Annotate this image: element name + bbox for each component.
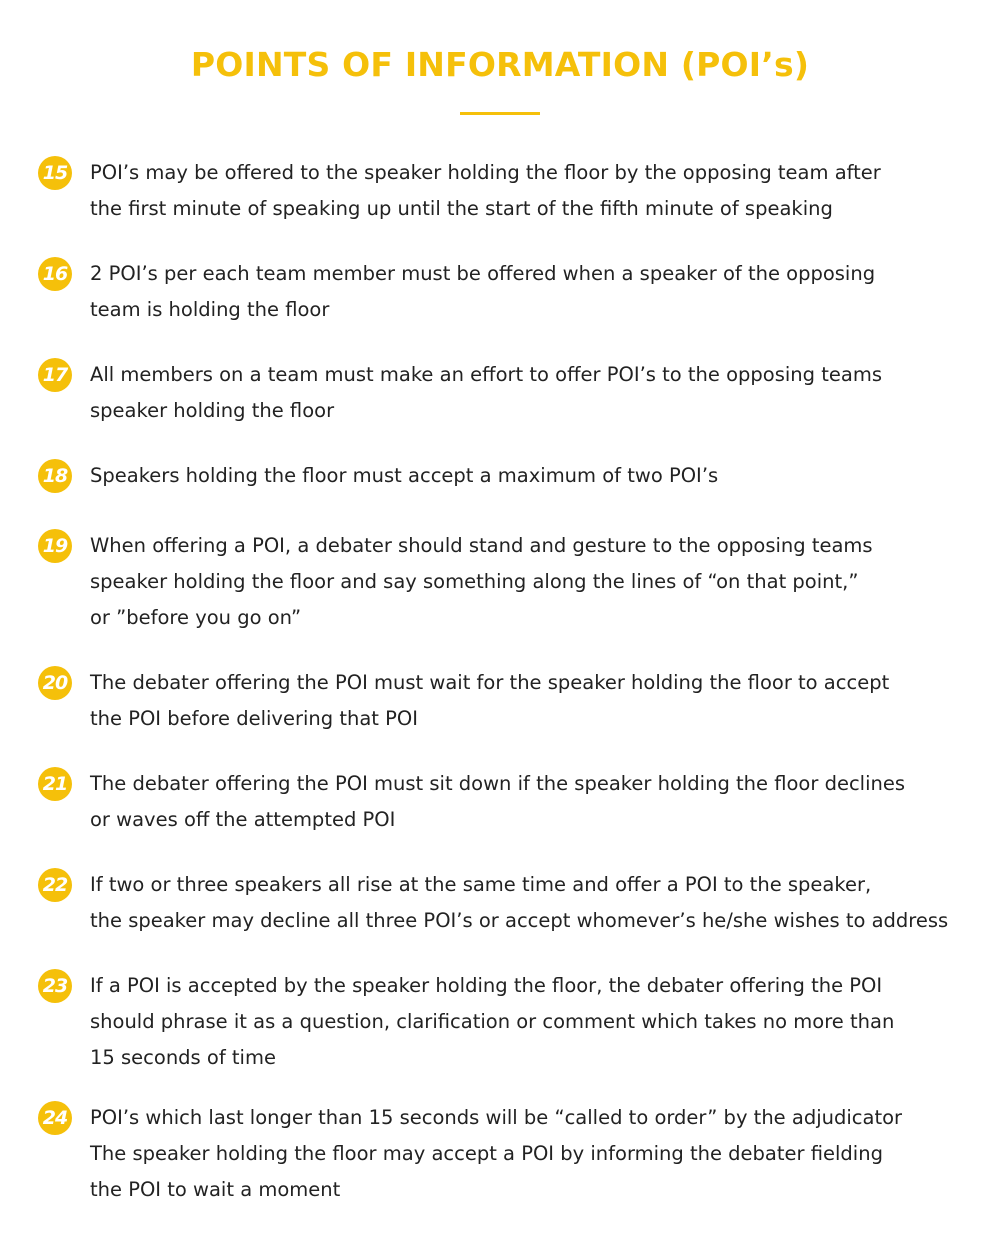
- rule-number-badge: 21: [38, 767, 72, 801]
- rule-number-badge: 19: [38, 529, 72, 563]
- rule-number-badge: 24: [38, 1101, 72, 1135]
- rule-number-badge: 23: [38, 969, 72, 1003]
- rule-text: When offering a POI, a debater should stand and gesture to the opposing teams speaker holding the floor and say something along the lines of “on that point,” or ”before you go on”: [90, 534, 873, 629]
- rule-text: POI’s may be offered to the speaker holding the floor by the opposing team after the first minute of speaking up until the start of the fifth minute of speaking: [90, 161, 881, 220]
- rule-text: 2 POI’s per each team member must be offered when a speaker of the opposing team is holding the floor: [90, 262, 876, 321]
- rule-number-badge: 18: [38, 459, 72, 493]
- rule-number-badge: 20: [38, 666, 72, 700]
- rule-number-badge: 17: [38, 358, 72, 392]
- rule-text: All members on a team must make an effort to offer POI’s to the opposing teams speaker holding the floor: [90, 363, 882, 422]
- rule-text: Speakers holding the floor must accept a maximum of two POI’s: [90, 464, 719, 487]
- rule-number-badge: 15: [38, 156, 72, 190]
- page-title: POINTS OF INFORMATION (POI’s): [190, 45, 810, 84]
- rule-text: If a POI is accepted by the speaker holding the floor, the debater offering the POI should phrase it as a question, clarification or comment which takes no more than 15 seconds of time: [90, 974, 895, 1069]
- rule-text: The debater offering the POI must sit down if the speaker holding the floor declines or waves off the attempted POI: [90, 772, 906, 831]
- rule-text: POI’s which last longer than 15 seconds will be “called to order” by the adjudicator The speaker holding the floor may accept a POI by informing the debater fielding the POI to wait a moment: [90, 1106, 903, 1201]
- rule-number-badge: 22: [38, 868, 72, 902]
- rule-number-badge: 16: [38, 257, 72, 291]
- rule-text: If two or three speakers all rise at the same time and offer a POI to the speaker, the speaker may decline all three POI’s or accept whomever’s he/she wishes to address: [90, 873, 949, 932]
- rule-text: The debater offering the POI must wait for the speaker holding the floor to accept the POI before delivering that POI: [90, 671, 890, 730]
